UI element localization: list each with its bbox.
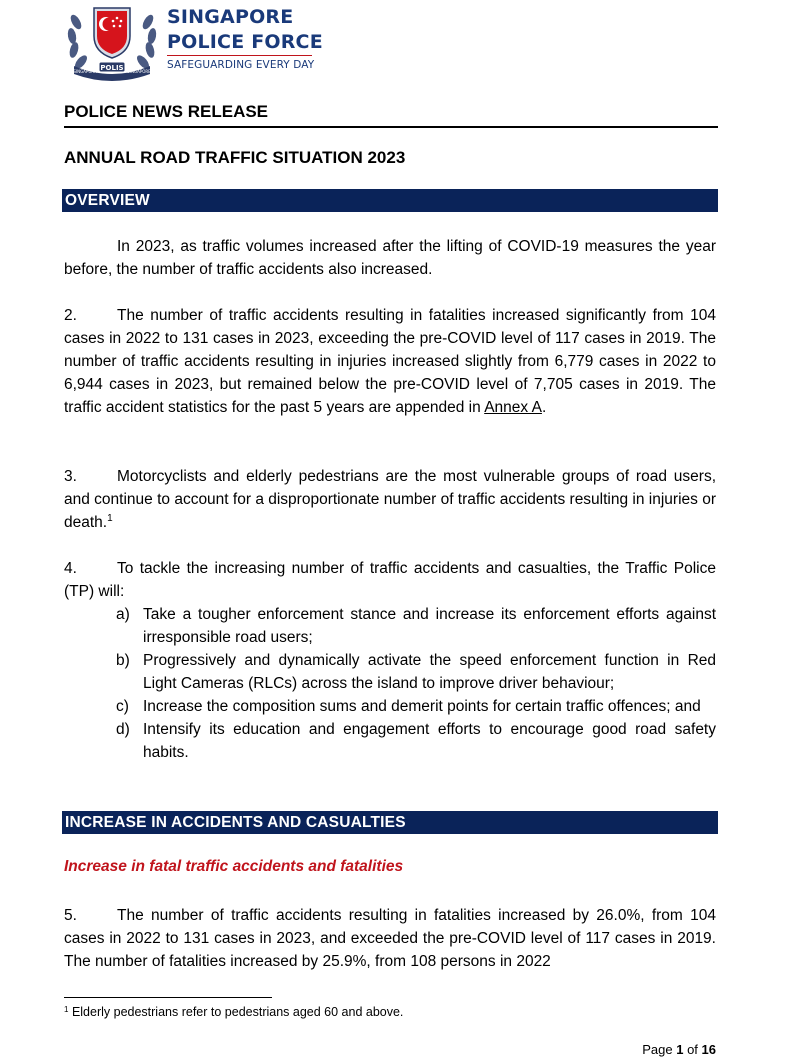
list-text: Progressively and dynamically activate the speed enforcement function in Red Light Cameras (RLCs) across the island to improve driver behaviour;: [143, 652, 716, 692]
org-name-line1: SINGAPORE: [167, 6, 294, 28]
doc-label: POLICE NEWS RELEASE: [64, 102, 269, 121]
paragraph-2-number: 2.: [64, 307, 77, 324]
annex-a-link[interactable]: Annex A: [484, 399, 542, 416]
paragraph-3-text: Motorcyclists and elderly pedestrians are the most vulnerable groups of road users, and continue to account for a disproportionate number of traffic accidents resulting in injuries or death.: [64, 468, 716, 531]
page-current: 1: [676, 1042, 684, 1057]
list-text: Take a tougher enforcement stance and increase its enforcement efforts against irresponsible road users;: [143, 606, 716, 646]
crest-text: POLIS: [100, 64, 124, 72]
org-divider: [167, 55, 312, 56]
paragraph-3-number: 3.: [64, 468, 77, 485]
paragraph-4-number: 4.: [64, 560, 77, 577]
paragraph-2-text: The number of traffic accidents resulting in fatalities increased significantly from 104 cases in 2022 to 131 cases in 2023, exceeding the pre-COVID level of 117 cases in 2019. The number of traffic accidents resulting in injuries increased slightly from 6,779 cases in 2022 to 6,944 cases in 2023, but remained below the pre-COVID level of 7,705 cases in 2019. The traffic accident statistics for the past 5 years are appended in: [64, 307, 716, 416]
page-total: 16: [701, 1042, 716, 1057]
org-name-line2: POLICE FORCE: [167, 31, 323, 53]
list-text: Intensify its education and engagement efforts to encourage good road safety habits.: [143, 721, 716, 761]
page-prefix: Page: [642, 1042, 673, 1057]
crest-ribbon-left: SINGAPURA: [73, 69, 97, 74]
list-marker: b): [116, 652, 130, 669]
paragraph-3: [64, 465, 716, 534]
page-of: of: [687, 1042, 698, 1057]
footnote-ref[interactable]: 1: [107, 513, 113, 524]
header-rule: [64, 126, 718, 128]
list-text: Increase the composition sums and demerit points for certain traffic offences; and: [143, 698, 701, 715]
paragraph-5-text: The number of traffic accidents resulting in fatalities increased by 26.0%, from 104 cases in 2022 to 131 cases in 2023, and exceeded the pre-COVID level of 117 cases in 2019. The number of fatalities increased by 25.9%, from 108 persons in 2022: [64, 907, 716, 970]
list-item: [116, 695, 716, 718]
list-item: [116, 649, 716, 695]
list-item: [116, 718, 716, 764]
spf-crest-logo: [66, 2, 158, 82]
list-marker: a): [116, 606, 130, 623]
footnote-marker: 1: [64, 1005, 69, 1014]
paragraph-2-end: .: [541, 399, 547, 416]
footnote-separator: [64, 997, 272, 998]
list-item: [116, 603, 716, 649]
subheading-fatal-accidents: Increase in fatal traffic accidents and fatalities: [64, 858, 404, 875]
list-marker: c): [116, 698, 129, 715]
page-number: [642, 1042, 716, 1057]
doc-title: ANNUAL ROAD TRAFFIC SITUATION 2023: [64, 148, 406, 167]
section-header-increase: INCREASE IN ACCIDENTS AND CASUALTIES: [62, 811, 718, 834]
org-tagline: SAFEGUARDING EVERY DAY: [167, 59, 315, 71]
paragraph-4-text: To tackle the increasing number of traffic accidents and casualties, the Traffic Police (TP) will:: [64, 560, 716, 600]
paragraph-1-text: In 2023, as traffic volumes increased after the lifting of COVID-19 measures the year before, the number of traffic accidents also increased.: [64, 238, 716, 278]
paragraph-1: [64, 235, 716, 281]
section-header-overview: OVERVIEW: [62, 189, 718, 212]
paragraph-4: [64, 557, 716, 603]
crest-ribbon-right: SINGAPORE: [127, 69, 151, 74]
list-marker: d): [116, 721, 130, 738]
paragraph-2: [64, 304, 716, 419]
paragraph-5-number: 5.: [64, 907, 77, 924]
paragraph-5: [64, 904, 716, 973]
footnote: [64, 1005, 403, 1019]
action-list: [116, 603, 716, 764]
footnote-text: Elderly pedestrians refer to pedestrians aged 60 and above.: [71, 1005, 404, 1019]
